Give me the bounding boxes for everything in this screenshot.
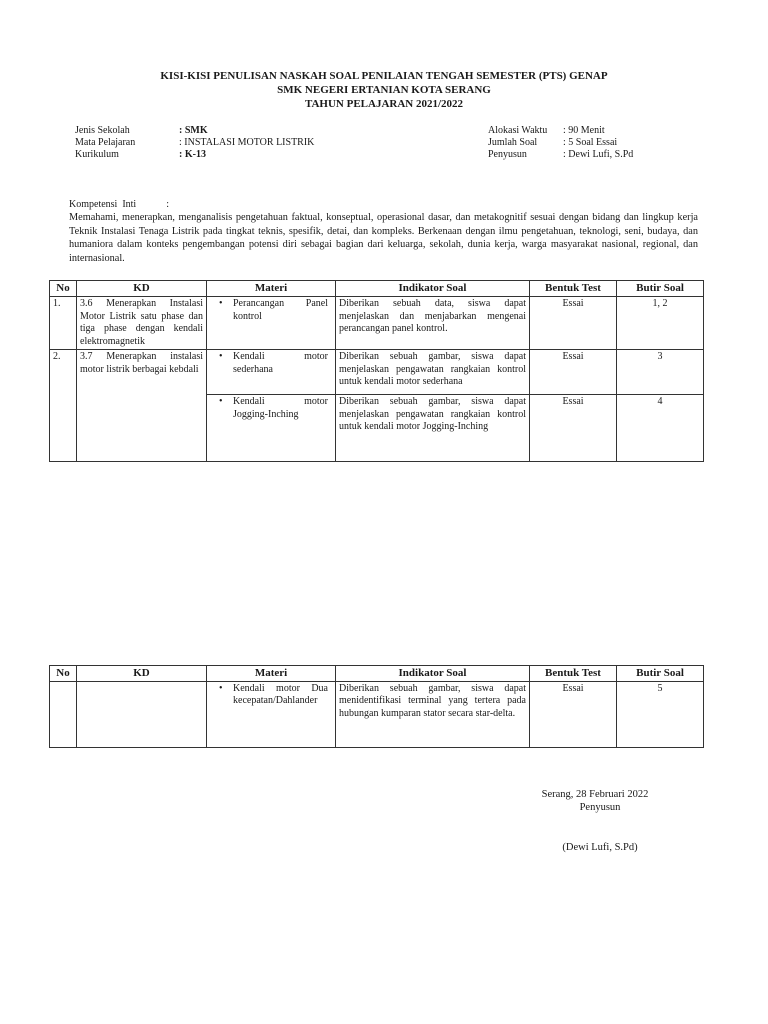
col-header-butir: Butir Soal — [617, 281, 704, 297]
row-kd — [77, 681, 207, 747]
bullet-icon: • — [219, 396, 223, 407]
row-no — [50, 681, 77, 747]
info-label: Jenis Sekolah — [75, 125, 130, 136]
col-header-materi: Materi — [207, 666, 336, 682]
info-value: : 5 Soal Essai — [563, 137, 618, 148]
info-value: : K-13 — [179, 149, 206, 160]
academic-year: TAHUN PELAJARAN 2021/2022 — [304, 98, 464, 110]
info-label: Mata Pelajaran — [75, 137, 136, 148]
info-left — [75, 124, 375, 164]
row-bentuk: Essai — [530, 297, 617, 350]
info-right — [488, 124, 708, 164]
table-header-row — [50, 281, 704, 297]
materi-text: Kendali motor Dua kecepatan/Dahlander — [233, 682, 328, 706]
bullet-icon: • — [219, 351, 223, 362]
school-name: SMK NEGERI ERTANIAN KOTA SERANG — [277, 84, 491, 96]
row-indikator: Diberikan sebuah data, siswa dapat menjelaskan dan menjabarkan mengenai perancangan panel kontrol. — [336, 297, 530, 350]
materi-text: Perancangan Panel kontrol — [233, 298, 328, 322]
col-header-no: No — [50, 281, 77, 297]
kompetensi-text: Memahami, menerapkan, menganalisis pengetahuan faktual, konseptual, operasional dasar, dan metakognitif sesuai dengan bidang dan lingkup kerja Teknik Instalasi Tenaga Listrik pada tingkat teknis, spesifik, detai, dan kompleks. Berkenaan dengan ilmu pengetahuan, teknologi, seni, budaya, dan humaniora dalam konteks pengembangan potensi diri sebagai bagian dari keluarga, sekolah, dunia kerja, warga masyarakat nasional, regional, dan internasional. — [69, 212, 698, 264]
row-butir: 5 — [617, 681, 704, 747]
info-label: Penyusun — [488, 149, 527, 160]
table-header-row — [50, 666, 704, 682]
materi-text: Kendali motor Jogging-Inching — [233, 396, 328, 420]
row-indikator: Diberikan sebuah gambar, siswa dapat menjelaskan pengawatan rangkaian kontrol untuk kendali motor Jogging-Inching — [336, 395, 530, 462]
signature-role: Penyusun — [579, 802, 621, 813]
col-header-indikator: Indikator Soal — [336, 666, 530, 682]
row-indikator: Diberikan sebuah gambar, siswa dapat menjelaskan pengawatan rangkaian kontrol untuk kendali motor sederhana — [336, 350, 530, 395]
kompetensi-label: Kompetensi Inti : — [69, 199, 169, 210]
info-label: Kurikulum — [75, 149, 119, 160]
kisi-table-2 — [49, 665, 704, 748]
signature-date: Serang, 28 Februari 2022 — [541, 789, 649, 800]
row-butir: 1, 2 — [617, 297, 704, 350]
document-title: KISI-KISI PENULISAN NASKAH SOAL PENILAIAN TENGAH SEMESTER (PTS) GENAP — [160, 70, 608, 82]
col-header-materi: Materi — [207, 281, 336, 297]
signature-name: (Dewi Lufi, S.Pd) — [562, 842, 638, 853]
row-materi — [207, 681, 336, 747]
row-butir: 3 — [617, 350, 704, 395]
row-butir: 4 — [617, 395, 704, 462]
col-header-bentuk: Bentuk Test — [530, 281, 617, 297]
info-value: : INSTALASI MOTOR LISTRIK — [179, 137, 315, 148]
col-header-kd: KD — [77, 281, 207, 297]
row-bentuk: Essai — [530, 681, 617, 747]
row-bentuk: Essai — [530, 395, 617, 462]
row-no: 1. — [50, 297, 77, 350]
bullet-icon: • — [219, 298, 223, 309]
row-bentuk: Essai — [530, 350, 617, 395]
row-materi — [207, 395, 336, 462]
kisi-table-1 — [49, 280, 704, 462]
table-row — [50, 681, 704, 747]
table-row — [50, 350, 704, 395]
table-row — [50, 297, 704, 350]
row-kd: 3.6 Menerapkan Instalasi Motor Listrik satu phase dan tiga phase dengan kendali elektromagnetik — [77, 297, 207, 350]
row-kd: 3.7 Menerapkan instalasi motor listrik berbagai kebdali — [77, 350, 207, 462]
col-header-butir: Butir Soal — [617, 666, 704, 682]
col-header-indikator: Indikator Soal — [336, 281, 530, 297]
materi-text: Kendali motor sederhana — [233, 351, 328, 375]
row-indikator: Diberikan sebuah gambar, siswa dapat menidentifikasi terminal yang tertera pada hubungan kumparan stator secara star-delta. — [336, 681, 530, 747]
col-header-bentuk: Bentuk Test — [530, 666, 617, 682]
row-materi — [207, 297, 336, 350]
info-value: : 90 Menit — [563, 125, 605, 136]
info-value: : SMK — [179, 125, 208, 136]
bullet-icon: • — [219, 682, 223, 694]
info-value: : Dewi Lufi, S.Pd — [563, 149, 634, 160]
col-header-kd: KD — [77, 666, 207, 682]
row-no: 2. — [50, 350, 77, 462]
col-header-no: No — [50, 666, 77, 682]
row-materi — [207, 350, 336, 395]
info-label: Alokasi Waktu — [488, 125, 548, 136]
info-label: Jumlah Soal — [488, 137, 538, 148]
